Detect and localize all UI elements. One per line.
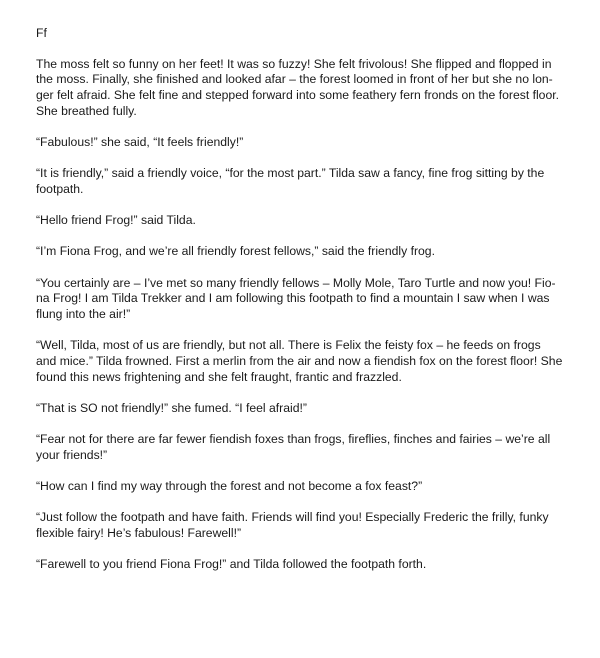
- paragraph-line: She breathed fully.: [36, 103, 137, 118]
- story-paragraph: [36, 479, 566, 495]
- story-paragraph: [36, 213, 566, 229]
- paragraph-line: “I’m Fiona Frog, and we’re all friendly forest fellows,” said the friendly frog.: [36, 244, 435, 259]
- paragraph-line: “Fear not for there are far fewer fiendish foxes than frogs, fireflies, finches and fairies – we’re all: [36, 431, 551, 446]
- paragraph-line: found this news frightening and she felt fraught, frantic and frazzled.: [36, 369, 402, 384]
- paragraph-line: ger felt afraid. She felt fine and stepped forward into some feathery fern fronds on the forest floor.: [36, 88, 560, 103]
- paragraph-line: flexible fairy! He’s fabulous! Farewell!”: [36, 525, 242, 540]
- story-body: [36, 57, 566, 573]
- story-paragraph: [36, 557, 566, 573]
- story-paragraph: [36, 57, 566, 120]
- story-paragraph: [36, 432, 566, 463]
- paragraph-line: “It is friendly,” said a friendly voice, “for the most part.” Tilda saw a fancy, fine frog sitting by the: [36, 166, 545, 181]
- story-paragraph: [36, 166, 566, 197]
- story-paragraph: [36, 338, 566, 385]
- section-heading: Ff: [36, 26, 47, 40]
- paragraph-line: the moss. Finally, she finished and looked afar – the forest loomed in front of her but she no lon-: [36, 72, 553, 87]
- paragraph-line: and mice.” Tilda frowned. First a merlin from the air and now a fiendish fox on the forest floor! She: [36, 353, 563, 368]
- story-paragraph: [36, 276, 566, 323]
- story-paragraph: [36, 244, 566, 260]
- paragraph-line: your friends!”: [36, 447, 108, 462]
- paragraph-line: footpath.: [36, 181, 84, 196]
- paragraph-line: na Frog! I am Tilda Trekker and I am following this footpath to find a mountain I saw when I was: [36, 291, 550, 306]
- paragraph-line: The moss felt so funny on her feet! It was so fuzzy! She felt frivolous! She flipped and flopped in: [36, 56, 552, 71]
- story-paragraph: [36, 135, 566, 151]
- paragraph-line: “That is SO not friendly!” she fumed. “I feel afraid!”: [36, 400, 307, 415]
- paragraph-line: “You certainly are – I’ve met so many friendly fellows – Molly Mole, Taro Turtle and now you! Fio-: [36, 275, 556, 290]
- paragraph-line: “Fabulous!” she said, “It feels friendly!”: [36, 135, 244, 150]
- paragraph-line: flung into the air!”: [36, 306, 131, 321]
- document-page: [36, 26, 566, 588]
- paragraph-line: “Farewell to you friend Fiona Frog!” and Tilda followed the footpath forth.: [36, 556, 427, 571]
- story-paragraph: [36, 510, 566, 541]
- paragraph-line: “Well, Tilda, most of us are friendly, but not all. There is Felix the feisty fox – he feeds on frogs: [36, 338, 541, 353]
- story-paragraph: [36, 401, 566, 417]
- paragraph-line: “Hello friend Frog!” said Tilda.: [36, 213, 196, 228]
- paragraph-line: “Just follow the footpath and have faith. Friends will find you! Especially Frederic the frilly, funky: [36, 510, 549, 525]
- paragraph-line: “How can I find my way through the forest and not become a fox feast?”: [36, 478, 423, 493]
